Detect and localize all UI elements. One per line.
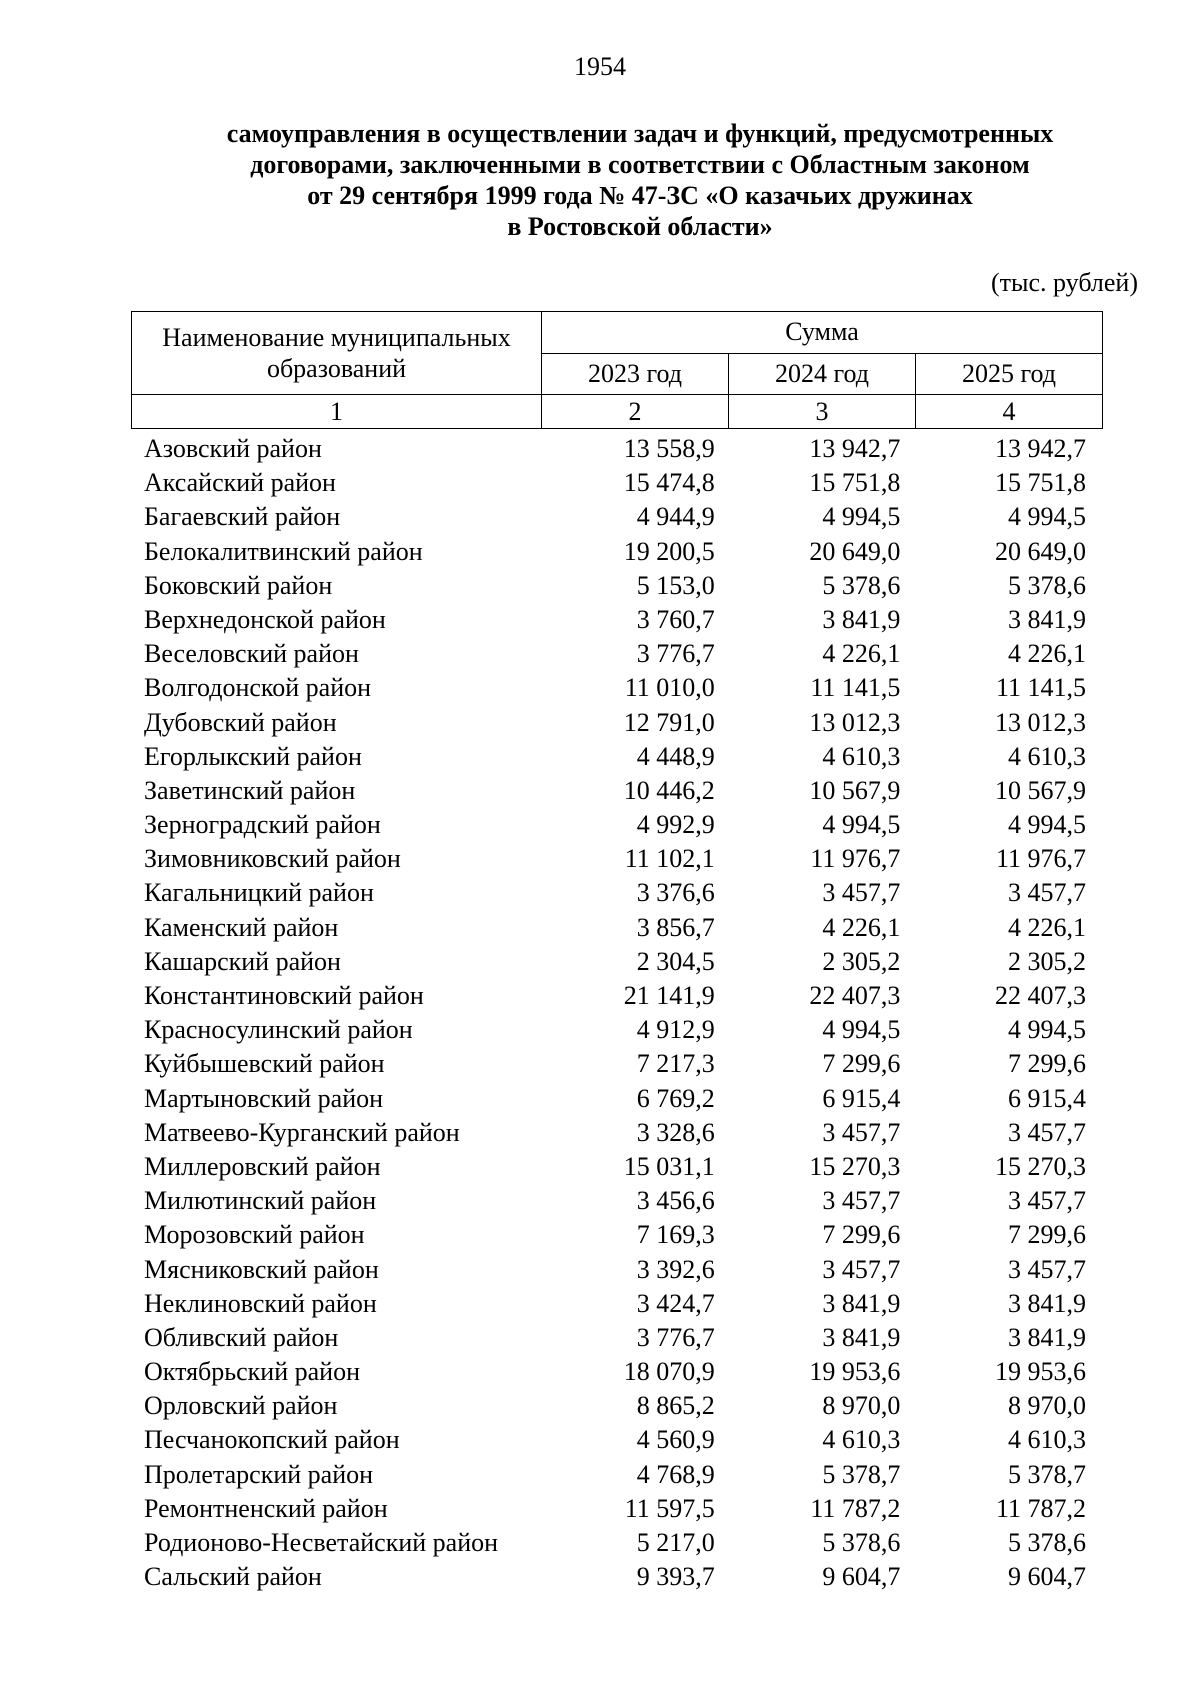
table-row [131,774,1098,808]
value-2025: 3 457,7 [1008,1186,1087,1216]
value-2024: 2 305,2 [822,946,901,976]
value-2025: 7 299,6 [1008,1220,1087,1250]
value-2024: 10 567,9 [809,775,901,805]
value-2023: 7 217,3 [636,1049,715,1079]
value-2025: 3 457,7 [1008,1117,1087,1147]
value-2023: 11 102,1 [624,844,715,874]
value-2025: 2 305,2 [1008,946,1087,976]
municipality-name: Октябрьский район [144,1357,360,1387]
table-row [131,876,1098,910]
value-2023: 9 393,7 [636,1562,715,1592]
value-2025: 4 610,3 [1008,741,1087,771]
value-2023: 13 558,9 [623,434,715,463]
value-2024: 11 787,2 [810,1493,901,1523]
municipality-name: Красносулинский район [144,1015,413,1045]
value-2025: 5 378,7 [1008,1459,1087,1489]
value-2025: 11 787,2 [995,1493,1087,1523]
value-2024: 3 457,7 [822,878,901,908]
heading-line: самоуправления в осуществлении задач и функций, предусмотренных [226,119,1054,148]
table-row [131,808,1098,842]
table-row [131,466,1098,500]
table-row [131,1253,1098,1287]
value-2024: 3 841,9 [822,1322,901,1352]
column-header-year: 2024 год [729,353,916,395]
value-2025: 11 976,7 [995,844,1087,874]
value-2025: 4 994,5 [1008,502,1087,532]
municipality-name: Ремонтненский район [144,1493,388,1523]
table-row [131,979,1098,1013]
table-row [131,1458,1098,1492]
municipality-name: Азовский район [144,434,322,463]
table-row [131,1116,1098,1150]
table-row [131,1150,1098,1184]
municipality-name: Дубовский район [144,707,337,737]
municipality-name: Кашарский район [144,946,341,976]
heading-line: от 29 сентября 1999 года № 47-ЗС «О казачьих дружинах [307,181,973,210]
column-number: 2 [542,395,729,429]
value-2025: 4 226,1 [1008,639,1087,669]
municipality-name: Обливский район [144,1322,339,1352]
table-row [131,569,1098,603]
municipality-name: Родионово-Несветайский район [144,1528,499,1557]
municipality-name: Сальский район [144,1562,322,1592]
column-header-year: 2025 год [916,353,1103,395]
value-2023: 19 200,5 [623,536,715,566]
column-header-year: 2023 год [542,353,729,395]
municipality-name: Зерноградский район [144,810,381,840]
table-row [131,603,1098,637]
municipality-name: Куйбышевский район [144,1049,385,1079]
municipality-name: Орловский район [144,1391,338,1421]
table-row [131,911,1098,945]
municipality-name: Зимовниковский район [144,844,401,874]
table-row [131,1047,1098,1081]
value-2023: 4 944,9 [636,502,715,532]
municipality-name: Пролетарский район [144,1459,374,1489]
municipality-name: Багаевский район [144,502,341,532]
value-2025: 22 407,3 [995,981,1087,1010]
municipality-name: Песчанокопский район [144,1425,400,1455]
table-row [131,740,1098,774]
table-row [131,535,1098,569]
value-2024: 15 270,3 [809,1151,901,1181]
table-row [131,671,1098,705]
value-2024: 4 994,5 [822,810,901,840]
value-2023: 3 776,7 [636,639,715,669]
value-2025: 3 841,9 [1008,604,1087,634]
column-header-sum: Сумма [542,312,1103,354]
value-2023: 18 070,9 [623,1357,715,1387]
value-2023: 5 217,0 [636,1528,715,1557]
value-2024: 5 378,6 [822,570,901,600]
value-2023: 4 912,9 [636,1015,715,1045]
value-2023: 15 474,8 [623,468,715,498]
value-2023: 11 597,5 [624,1493,715,1523]
value-2023: 10 446,2 [623,775,715,805]
municipality-name: Каменский район [144,912,339,942]
value-2024: 13 942,7 [809,434,901,463]
table-row [131,1492,1098,1526]
municipality-name: Верхнедонской район [144,604,386,634]
value-2023: 12 791,0 [623,707,715,737]
table-row [131,1560,1098,1594]
table-row [131,1355,1098,1389]
column-header-name: Наименование муниципальных образований [132,312,542,395]
value-2023: 6 769,2 [636,1083,715,1113]
value-2025: 7 299,6 [1008,1049,1087,1079]
value-2025: 4 994,5 [1008,1015,1087,1045]
value-2025: 20 649,0 [995,536,1087,566]
table-row [131,706,1098,740]
table-row [131,637,1098,671]
municipality-name: Белокалитвинский район [144,536,423,566]
value-2023: 4 768,9 [636,1459,715,1489]
value-2025: 4 994,5 [1008,810,1087,840]
municipality-name: Егорлыкский район [144,741,362,771]
table-row [131,1389,1098,1423]
value-2025: 3 457,7 [1008,878,1087,908]
value-2024: 3 841,9 [822,1288,901,1318]
value-2025: 15 751,8 [995,468,1087,498]
municipality-name: Миллеровский район [144,1151,381,1181]
value-2024: 4 994,5 [822,1015,901,1045]
column-number: 4 [916,395,1103,429]
value-2023: 3 456,6 [636,1186,715,1216]
column-number: 1 [132,395,542,429]
value-2023: 11 010,0 [624,673,715,703]
table-header [131,311,1103,429]
value-2025: 3 457,7 [1008,1254,1087,1284]
value-2023: 4 448,9 [636,741,715,771]
value-2025: 5 378,6 [1008,1528,1087,1557]
value-2024: 5 378,7 [822,1459,901,1489]
page-number: 1954 [574,52,626,81]
value-2025: 15 270,3 [995,1151,1087,1181]
value-2024: 3 841,9 [822,604,901,634]
value-2023: 15 031,1 [623,1151,715,1181]
municipality-name: Аксайский район [144,468,336,498]
municipality-name: Заветинский район [144,775,356,805]
table-row [131,1287,1098,1321]
value-2024: 7 299,6 [822,1049,901,1079]
table-row [131,1321,1098,1355]
municipality-name: Веселовский район [144,639,359,669]
table-row [131,432,1098,466]
value-2025: 4 226,1 [1008,912,1087,942]
value-2024: 3 457,7 [822,1117,901,1147]
value-2024: 6 915,4 [822,1083,901,1113]
table-row [131,500,1098,534]
value-2025: 4 610,3 [1008,1425,1087,1455]
municipality-name: Мартыновский район [144,1083,384,1113]
table-row [131,1013,1098,1047]
value-2025: 13 012,3 [995,707,1087,737]
table-row [131,945,1098,979]
table-body [131,432,1098,1594]
value-2024: 8 970,0 [822,1391,901,1421]
value-2025: 6 915,4 [1008,1083,1087,1113]
value-2024: 3 457,7 [822,1186,901,1216]
table-row [131,842,1098,876]
table-row [131,1082,1098,1116]
value-2025: 9 604,7 [1008,1562,1087,1592]
value-2024: 7 299,6 [822,1220,901,1250]
municipality-name: Волгодонской район [144,673,372,703]
value-2023: 3 328,6 [636,1117,715,1147]
municipality-name: Константиновский район [144,981,424,1010]
value-2024: 4 226,1 [822,912,901,942]
value-2024: 20 649,0 [809,536,901,566]
value-2024: 5 378,6 [822,1528,901,1557]
value-2023: 3 856,7 [636,912,715,942]
value-2024: 13 012,3 [809,707,901,737]
value-2024: 4 226,1 [822,639,901,669]
table-row [131,1526,1098,1560]
value-2025: 10 567,9 [995,775,1087,805]
value-2024: 15 751,8 [809,468,901,498]
value-2023: 3 424,7 [636,1288,715,1318]
municipality-name: Боковский район [144,570,333,600]
value-2024: 3 457,7 [822,1254,901,1284]
municipality-name: Неклиновский район [144,1288,377,1318]
value-2023: 3 376,6 [636,878,715,908]
column-number: 3 [729,395,916,429]
value-2023: 7 169,3 [636,1220,715,1250]
table-row [131,1184,1098,1218]
value-2025: 11 141,5 [995,673,1087,703]
value-2025: 8 970,0 [1008,1391,1087,1421]
heading-line: в Ростовской области» [507,212,773,241]
value-2024: 11 976,7 [810,844,901,874]
value-2025: 3 841,9 [1008,1288,1087,1318]
value-2024: 4 994,5 [822,502,901,532]
value-2023: 2 304,5 [636,946,715,976]
value-2024: 4 610,3 [822,741,901,771]
municipality-name: Милютинский район [144,1186,377,1216]
value-2025: 5 378,6 [1008,570,1087,600]
value-2023: 4 560,9 [636,1425,715,1455]
value-2025: 3 841,9 [1008,1322,1087,1352]
value-2024: 22 407,3 [809,981,901,1010]
value-2023: 3 776,7 [636,1322,715,1352]
document-heading [0,118,1200,242]
value-2023: 5 153,0 [636,570,715,600]
heading-line: договорами, заключенными в соответствии с Областным законом [250,150,1030,179]
municipality-name: Кагальницкий район [144,878,374,908]
value-2024: 11 141,5 [810,673,901,703]
municipality-name: Морозовский район [144,1220,365,1250]
table-row [131,1423,1098,1457]
table-row [131,1218,1098,1252]
unit-label: (тыс. рублей) [990,268,1138,297]
value-2025: 19 953,6 [995,1357,1087,1387]
municipality-name: Мясниковский район [144,1254,379,1284]
value-2024: 9 604,7 [822,1562,901,1592]
value-2024: 4 610,3 [822,1425,901,1455]
value-2023: 3 760,7 [636,604,715,634]
value-2023: 3 392,6 [636,1254,715,1284]
value-2023: 21 141,9 [623,981,715,1010]
value-2023: 4 992,9 [636,810,715,840]
value-2024: 19 953,6 [809,1357,901,1387]
municipality-name: Матвеево-Курганский район [144,1117,460,1147]
value-2025: 13 942,7 [995,434,1087,463]
value-2023: 8 865,2 [636,1391,715,1421]
